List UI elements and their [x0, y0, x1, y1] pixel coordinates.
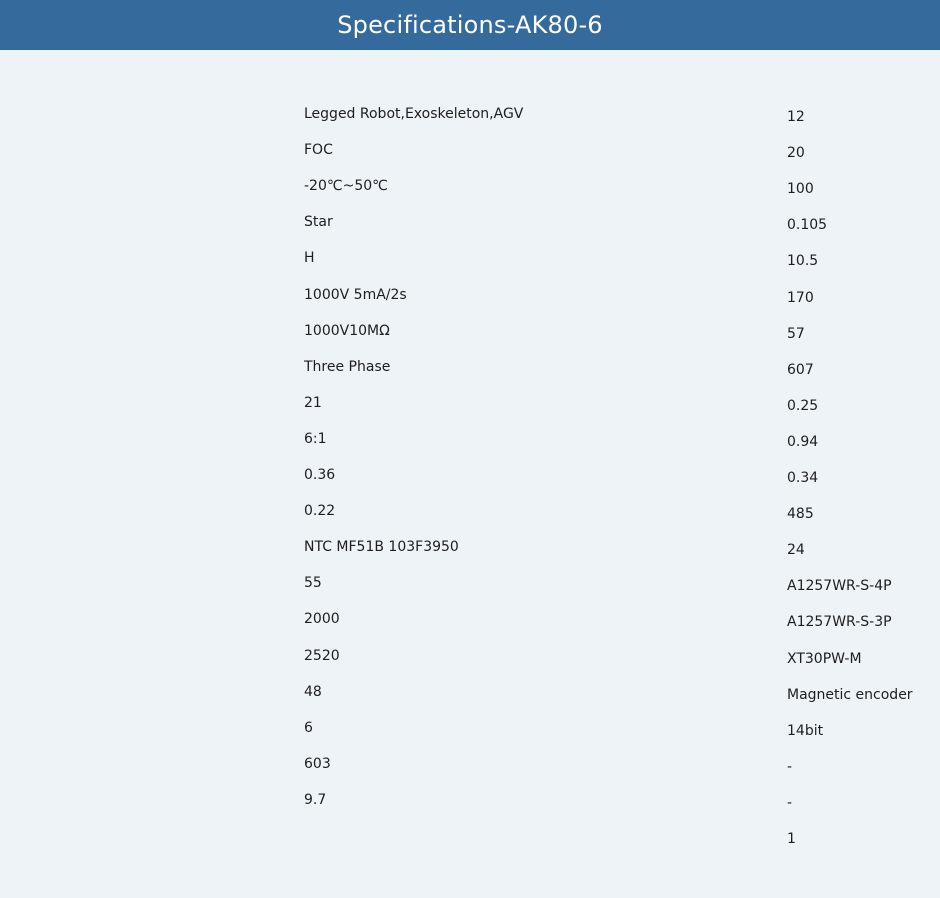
spec-value: 6:1	[304, 430, 327, 447]
spec-value: 10.5	[787, 253, 819, 270]
spec-value: Star	[304, 214, 333, 231]
spec-value: 1000V10MΩ	[304, 322, 390, 339]
spec-value: A1257WR-S-3P	[787, 614, 892, 631]
spec-value: NTC MF51B 103F3950	[304, 539, 459, 556]
spec-value: 2000	[304, 611, 340, 628]
spec-value: Legged Robot,Exoskeleton,AGV	[304, 106, 524, 122]
spec-value: 100	[787, 181, 814, 198]
spec-value: A1257WR-S-4P	[787, 578, 892, 595]
spec-value: 21	[304, 394, 322, 411]
spec-value: H	[304, 250, 315, 267]
page-title: Specifications-AK80-6	[337, 11, 603, 39]
spec-value: 20	[787, 145, 805, 162]
spec-value: 9.7	[304, 791, 327, 808]
spec-value: 0.94	[787, 433, 819, 450]
spec-value: Magnetic encoder	[787, 686, 913, 703]
spec-value: 485	[787, 506, 814, 523]
spec-value: 2520	[304, 647, 340, 664]
spec-value: 607	[787, 361, 814, 378]
spec-value: -	[787, 758, 793, 775]
spec-value: 0.36	[304, 467, 336, 483]
spec-value: 14bit	[787, 722, 824, 739]
spec-value: 12	[787, 109, 805, 125]
spec-value: XT30PW-M	[787, 650, 862, 667]
spec-value: 0.25	[787, 397, 819, 414]
spec-value: 6	[304, 719, 313, 736]
spec-value: -20℃~50℃	[304, 178, 388, 195]
spec-value: 170	[787, 289, 814, 306]
spec-value: 1000V 5mA/2s	[304, 286, 407, 303]
spec-value: FOC	[304, 142, 333, 159]
spec-value: 55	[304, 575, 322, 592]
spec-value: 24	[787, 542, 805, 559]
spec-value: 48	[304, 683, 322, 700]
spec-value: -	[787, 794, 793, 811]
spec-value: 0.22	[304, 503, 336, 520]
spec-value: 57	[787, 325, 805, 342]
spec-value: 1	[787, 831, 796, 847]
spec-value: 0.34	[787, 470, 819, 486]
spec-value: 603	[304, 755, 331, 772]
page-header	[0, 0, 940, 50]
spec-value: 0.105	[787, 217, 828, 234]
spec-value: Three Phase	[304, 358, 391, 375]
